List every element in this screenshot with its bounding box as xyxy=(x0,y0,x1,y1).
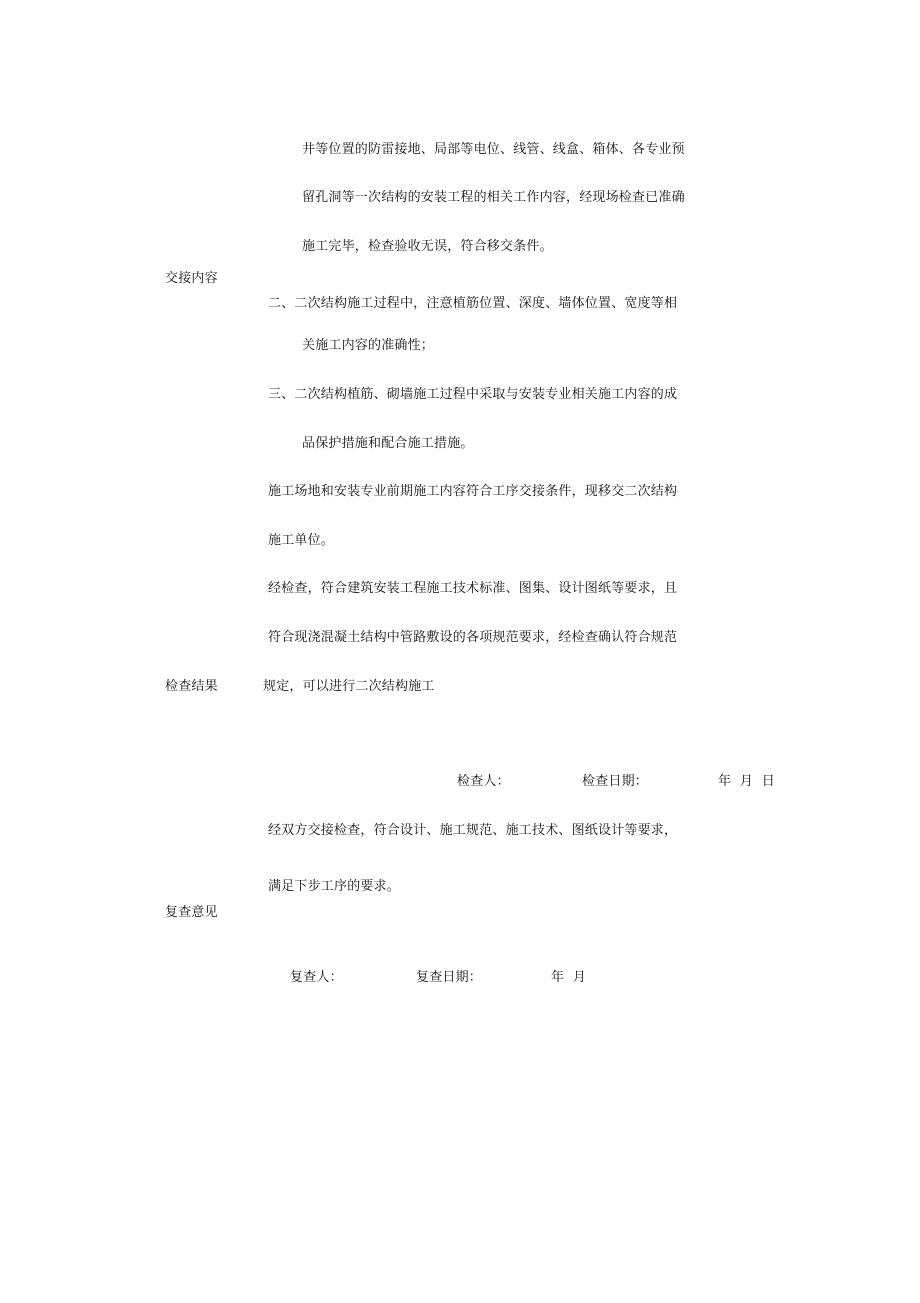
review-date-label: 复查日期： xyxy=(416,970,483,985)
reviewer-label: 复查人： xyxy=(290,970,343,985)
handover-label: 交接内容 xyxy=(165,271,218,286)
handover-item3-line-2: 品保护措施和配合施工措施。 xyxy=(302,436,474,451)
handover-item1-line-3: 施工完毕，检查验收无误，符合移交条件。 xyxy=(302,239,553,254)
inspection-line-3: 规定，可以进行二次结构施工 xyxy=(263,679,435,694)
handover-item1-line-2: 留孔洞等一次结构的安装工程的相关工作内容，经现场检查已准确 xyxy=(302,190,685,205)
handover-summary-line-2: 施工单位。 xyxy=(268,533,335,548)
inspection-line-2: 符合现浇混凝土结构中管路敷设的各项规范要求，经检查确认符合规范 xyxy=(268,630,678,645)
inspection-date-label: 检查日期： xyxy=(582,774,649,789)
inspection-line-1: 经检查，符合建筑安装工程施工技术标准、图集、设计图纸等要求，且 xyxy=(268,581,678,596)
handover-summary-line-1: 施工场地和安装专业前期施工内容符合工序交接条件，现移交二次结构 xyxy=(268,484,678,499)
handover-item2-line-1: 二、二次结构施工过程中，注意植筋位置、深度、墙体位置、宽度等相 xyxy=(268,296,678,311)
review-date-units: 年 月 xyxy=(551,970,587,985)
review-line-1: 经双方交接检查，符合设计、施工规范、施工技术、图纸设计等要求， xyxy=(268,823,678,838)
handover-item2-line-2: 关施工内容的准确性； xyxy=(302,338,435,353)
review-line-2: 满足下步工序的要求。 xyxy=(268,879,401,894)
inspection-date-units: 年 月 日 xyxy=(718,774,775,789)
handover-item3-line-1: 三、二次结构植筋、砌墙施工过程中采取与安装专业相关施工内容的成 xyxy=(268,387,678,402)
inspection-label: 检查结果 xyxy=(165,679,218,694)
handover-item1-line-1: 井等位置的防雷接地、局部等电位、线管、线盒、箱体、各专业预 xyxy=(302,142,685,157)
review-label: 复查意见 xyxy=(165,905,218,920)
inspector-label: 检查人： xyxy=(457,774,510,789)
